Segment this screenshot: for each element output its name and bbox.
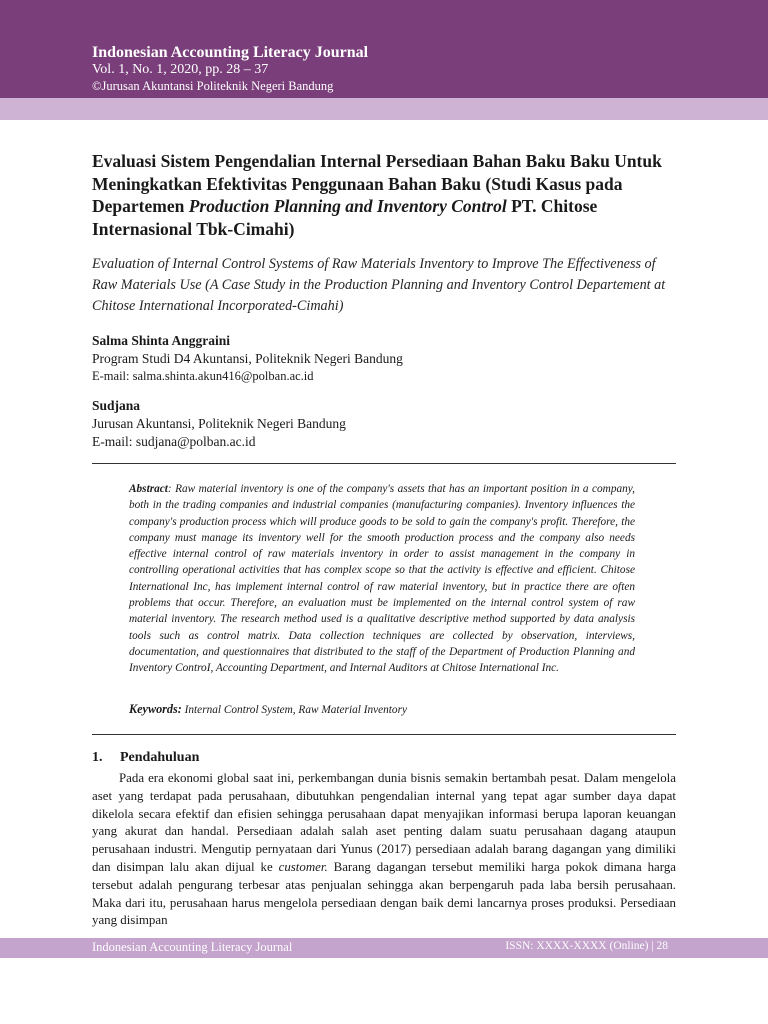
keywords-label: Keywords: xyxy=(129,702,182,716)
footer-issn-page: ISSN: XXXX-XXXX (Online) | 28 xyxy=(505,940,668,952)
journal-header-band xyxy=(0,0,768,98)
paper-title xyxy=(92,150,682,240)
author-block xyxy=(92,332,682,385)
body-text-italic: customer. xyxy=(278,859,328,874)
header-accent-strip xyxy=(0,98,768,120)
abstract-label: Abstract xyxy=(129,483,168,495)
journal-footer-band xyxy=(0,938,768,958)
author-email[interactable]: E-mail: salma.shinta.akun416@polban.ac.id xyxy=(92,369,314,383)
paper-english-title: Evaluation of Internal Control Systems of Raw Materials Inventory to Improve The Effectiveness of Raw Materials Use (A Case Study in the Production Planning and Inventory Control Departement at Chitose International Incorporated-Cimahi) xyxy=(92,256,666,314)
section-number: 1. xyxy=(92,750,103,765)
author-affiliation: Program Studi D4 Akuntansi, Politeknik Negeri Bandung xyxy=(92,351,403,366)
abstract xyxy=(129,481,635,677)
abstract-bottom-divider xyxy=(92,734,676,735)
author-name: Salma Shinta Anggraini xyxy=(92,333,231,348)
author-name: Sudjana xyxy=(92,398,141,413)
body-text-part2: Barang dagangan tersebut memiliki harga pokok dimana harga tersebut adalah pengurang terbesar atas penjualan sehingga akan berpengaruh pada laba bersih perusahaan. Maka dari itu, perusahaan harus mengelola persediaan dengan baik demi lancarnya proses produksi. Persediaan yang disimpan xyxy=(92,859,677,928)
section-heading xyxy=(92,750,199,766)
author-block xyxy=(92,397,682,451)
footer-journal-name: Indonesian Accounting Literacy Journal xyxy=(92,940,293,954)
author-affiliation: Jurusan Akuntansi, Politeknik Negeri Bandung xyxy=(92,416,346,431)
journal-volume-info: Vol. 1, No. 1, 2020, pp. 28 – 37 xyxy=(92,62,269,77)
body-paragraph xyxy=(92,770,676,930)
body-text-part1: Pada era ekonomi global saat ini, perkembangan dunia bisnis semakin bertambah pesat. Dalam mengelola aset yang terdapat pada perusahaan, dibutuhkan pengendalian internal yang tepat agar sumber daya dapat dikelola secara efektif dan efisien sehingga perusahaan dapat menyajikan informasi berupa laporan keuangan yang akurat dan handal. Persediaan adalah salah aset penting dalam suatu perusahaan dagang ataupun perusahaan industri. Mengutip pernyataan dari Yunus (2017) persediaan adalah barang dagangan yang dimiliki dan disimpan lalu akan dijual ke xyxy=(92,771,676,874)
abstract-top-divider xyxy=(92,463,676,464)
keywords-text: Internal Control System, Raw Material Inventory xyxy=(181,704,407,716)
paper-title-part1: Evaluasi Sistem Pengendalian Internal Persediaan Bahan Baku Baku Untuk Meningkatkan Efektivitas Penggunaan Bahan Baku (Studi Kasus pada Departemen xyxy=(92,151,662,216)
journal-name: Indonesian Accounting Literacy Journal xyxy=(92,44,369,61)
paper-title-part2: PT. Chitose Internasional Tbk-Cimahi) xyxy=(92,196,598,239)
abstract-text: : Raw material inventory is one of the company's assets that has an important position in a company, both in the trading companies and industrial companies (manufacturing companies). Inventory influences the company's production process which will produce goods to be sold to gain the company's profit. Therefore, the company must manage its inventory well for the smooth production process and the company also needs effective internal control of raw materials inventory in order to assist management in the company in controlling operational activities that has complex scope so that the activity is effective and efficient. Chitose International Inc, has implement internal control of raw material inventory, but in practice there are often problems that occur. Therefore, an evaluation must be implemented on the internal control system of raw material inventory. The research method used is a qualitative descriptive method supported by data analysis tools such as control matrix. Data collection techniques are collected by observation, interviews, documentation, and questionnaires that distributed to the staff of the Department of Production Planning and Inventory ControI, Accounting Department, and Internal Auditors at Chitose International Inc. xyxy=(129,483,635,675)
keywords xyxy=(129,701,635,718)
author-email[interactable]: E-mail: sudjana@polban.ac.id xyxy=(92,434,256,449)
paper-title-italic: Production Planning and Inventory Control xyxy=(188,196,507,216)
section-title: Pendahuluan xyxy=(120,750,200,765)
journal-copyright: ©Jurusan Akuntansi Politeknik Negeri Bandung xyxy=(92,79,334,93)
